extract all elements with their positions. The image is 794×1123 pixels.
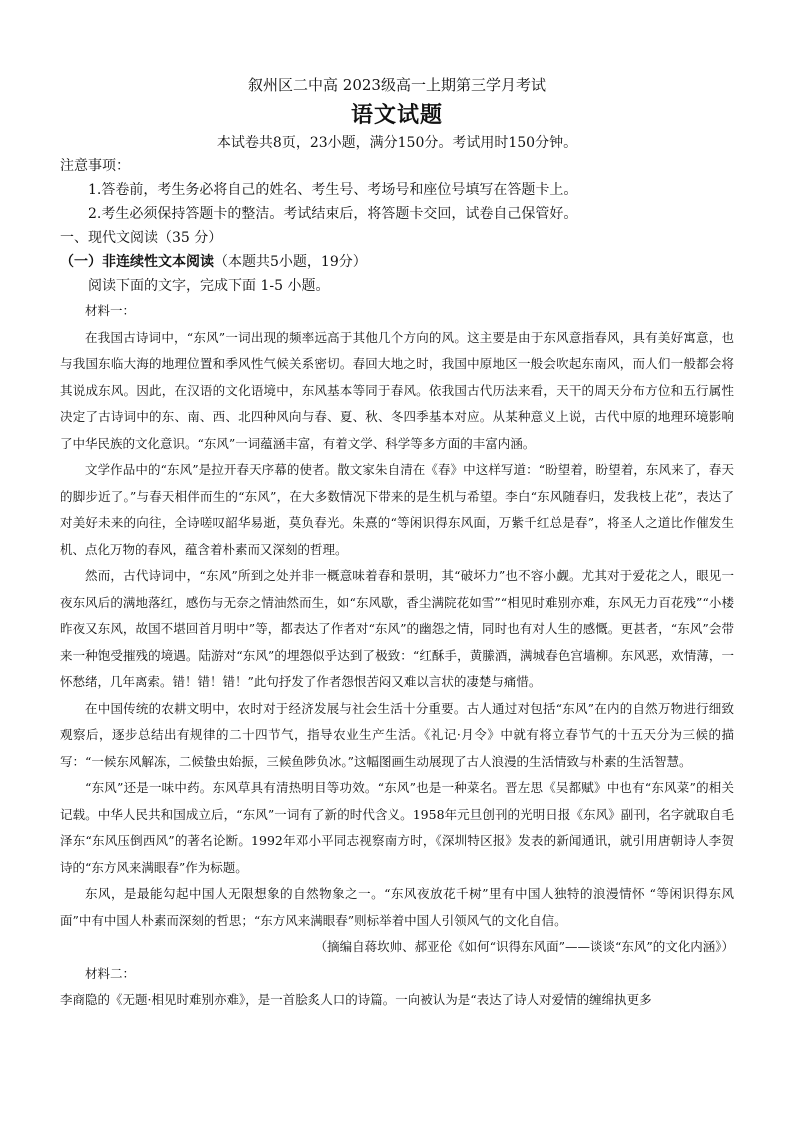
subsection-heading [60, 250, 734, 274]
section-title: 一、现代文阅读（35 分） [60, 230, 223, 246]
notice-item-1: 1.答卷前，考生务必将自己的姓名、考生号、考场号和座位号填写在答题卡上。 [88, 182, 578, 198]
subject-title: 语文试题 [350, 102, 443, 128]
exam-name: 叙州区二中高 2023级高一上期第三学月考试 [248, 76, 546, 94]
subsection-note: （本题共5小题，19分） [214, 254, 367, 270]
exam-info: 本试卷共8页，23小题，满分150分。考试用时150分钟。 [216, 135, 578, 151]
material2-label: 材料二： [85, 965, 136, 981]
notice-title: 注意事项： [60, 158, 130, 174]
material1-paragraph: “东风”还是一味中药。东风草具有清热明目等功效。“东风”也是一种菜名。晋左思《吴都赋》中也有“东风菜”的相关记载。中华人民共和国成立后，“东风”一词有了新的时代含义。1958年元旦创刊的光明日报《东风》副刊，名字就取自毛泽东“东风压倒西风”的著名论断。1992年邓小平同志视察南方时，《深圳特区报》发表的新闻通讯，就引用唐朝诗人李贺诗的“东方风来满眼春”作为标题。 [60, 780, 734, 875]
subsection-label: （一）非连续性文本阅读 [60, 254, 214, 270]
material1-paragraph: 在我国古诗词中，“东风”一词出现的频率远高于其他几个方向的风。这主要是由于东风意指春风，具有美好寓意，也与我国东临大海的地理位置和季风性气候关系密切。春回大地之时，我国中原地区一般会吹起东南风，而人们一般都会将其说成东风。因此，在汉语的文化语境中，东风基本等同于春风。依我国古代历法来看，天干的周天分布方位和五行属性决定了古诗词中的东、南、西、北四种风向与春、夏、秋、冬四季基本对应。从某种意义上说，古代中原的地理环境影响了中华民族的文化意识。“东风”一词蕴涵丰富，有着文学、科学等多方面的丰富内涵。 [60, 329, 734, 451]
material1-source: （摘编自蒋坎帅、郝亚伦《如何“识得东风面”——谈谈“东风”的文化内涵》） [314, 939, 734, 954]
material1-paragraph: 东风，是最能勾起中国人无限想象的自然物象之一。“东风夜放花千树”里有中国人独特的浪漫情怀 “等闲识得东风面”中有中国人朴素而深刻的哲思；“东方风来满眼春”则标举着中国人引领风气的文化自信。 [60, 886, 734, 928]
material1-paragraph: 在中国传统的农耕文明中，农时对于经济发展与社会生活十分重要。古人通过对包括“东风”在内的自然万物进行细致观察后，逐步总结出有规律的二十四节气，指导农业生产生活。《礼记·月令》中就有将立春节气的十五天分为三候的描写：“一候东风解冻，二候蛰虫始振，三候鱼陟负冰。”这幅图画生动展现了古人浪漫的生活情致与朴素的生活智慧。 [60, 700, 734, 769]
material1-label: 材料一： [85, 303, 136, 318]
material1-paragraph: 文学作品中的“东风”是拉开春天序幕的使者。散文家朱自清在《春》中这样写道：“盼望着，盼望着，东风来了，春天的脚步近了。”与春天相伴而生的“东风”，在大多数情况下带来的是生机与希望。李白“东风随春归，发我枝上花”，表达了对美好未来的向往，全诗嗟叹韶华易逝，莫负春光。朱熹的“等闲识得东风面，万紫千红总是春”，将圣人之道比作催发生机、点化万物的春风，蕴含着朴素而又深刻的哲理。 [60, 462, 734, 557]
notice-item-2: 2.考生必须保持答题卡的整洁。考试结束后，将答题卡交回，试卷自己保管好。 [88, 206, 578, 222]
material1-paragraph: 然而，古代诗词中，“东风”所到之处并非一概意味着春和景明，其“破坏力”也不容小觑。尤其对于爱花之人，眼见一夜东风后的满地落红，感伤与无奈之情油然而生，如“东风歇，香尘满院花如雪”“相见时难别亦难，东风无力百花残”“小楼昨夜又东风，故国不堪回首月明中”等，都表达了作者对“东风”的幽怨之情，同时也有对人生的感慨。更甚者，“东风”会带来一种饱受摧残的境遇。陆游对“东风”的埋怨似乎达到了极致：“红酥手，黄縢酒，满城春色宫墙柳。东风恶，欢情薄，一怀愁绪，几年离索。错！错！错！”此句抒发了作者怨恨苦闷又难以言状的凄楚与痛惜。 [60, 568, 734, 689]
reading-instruction: 阅读下面的文字，完成下面 1-5 小题。 [88, 278, 330, 294]
material2-text: 李商隐的《无题·相见时难别亦难》，是一首脍炙人口的诗篇。一向被认为是“表达了诗人对爱情的缠绵执更多 [60, 992, 652, 1007]
